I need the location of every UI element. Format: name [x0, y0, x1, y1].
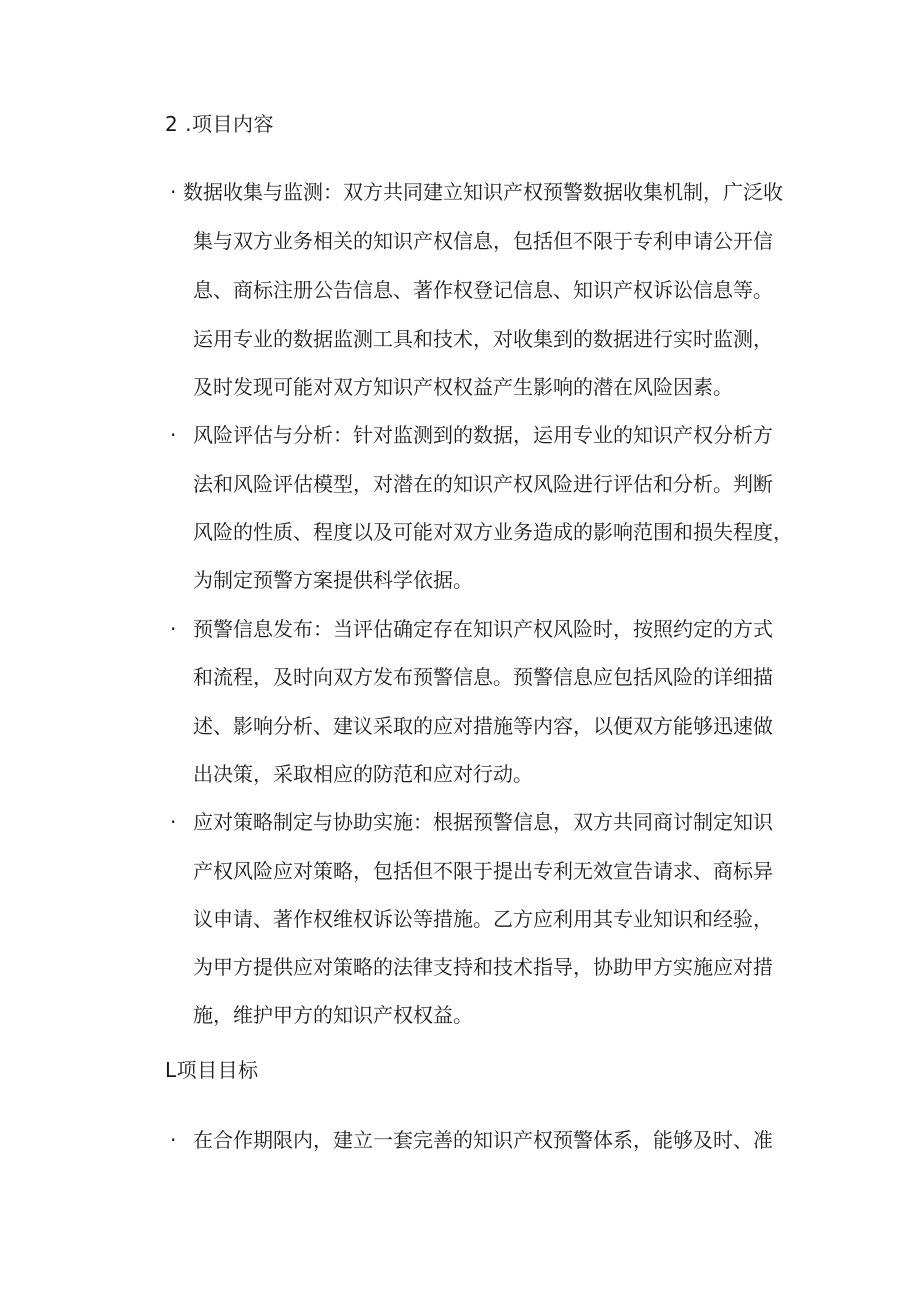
paragraph-line: 为制定预警方案提供科学依据。 — [193, 568, 473, 592]
paragraph-line: 预警信息发布：当评估确定存在知识产权风险时，按照约定的方式 — [193, 617, 773, 641]
paragraph-line: 数据收集与监测：双方共同建立知识产权预警数据收集机制，广泛收 — [183, 180, 783, 204]
paragraph-line: 集与双方业务相关的知识产权信息，包括但不限于专利申请公开信 — [193, 229, 773, 253]
section-heading-project-goals: L项目目标 — [165, 1058, 259, 1082]
paragraph-line: 及时发现可能对双方知识产权权益产生影响的潜在风险因素。 — [193, 375, 733, 399]
bullet-marker: · — [170, 180, 177, 204]
bullet-marker: · — [170, 1128, 177, 1152]
bullet-marker: · — [170, 617, 177, 641]
paragraph-line: 运用专业的数据监测工具和技术，对收集到的数据进行实时监测， — [193, 327, 773, 351]
paragraph-line: 议申请、著作权维权诉讼等措施。乙方应利用其专业知识和经验， — [193, 907, 773, 931]
paragraph-line: 息、商标注册公告信息、著作权登记信息、知识产权诉讼信息等。 — [193, 278, 773, 302]
paragraph-line: 风险的性质、程度以及可能对双方业务造成的影响范围和损失程度， — [193, 520, 793, 544]
bullet-marker: · — [170, 810, 177, 834]
paragraph-line: 为甲方提供应对策略的法律支持和技术指导，协助甲方实施应对措 — [193, 955, 773, 979]
paragraph-line: 和流程，及时向双方发布预警信息。预警信息应包括风险的详细描 — [193, 665, 773, 689]
paragraph-line: 产权风险应对策略，包括但不限于提出专利无效宣告请求、商标异 — [193, 859, 773, 883]
paragraph-line: 施，维护甲方的知识产权权益。 — [193, 1003, 473, 1027]
paragraph-line: 应对策略制定与协助实施：根据预警信息，双方共同商讨制定知识 — [193, 810, 773, 834]
paragraph-line: 法和风险评估模型，对潜在的知识产权风险进行评估和分析。判断 — [193, 472, 773, 496]
bullet-marker: · — [170, 423, 177, 447]
paragraph-line: 出决策，采取相应的防范和应对行动。 — [193, 762, 533, 786]
paragraph-line: 述、影响分析、建议采取的应对措施等内容，以便双方能够迅速做 — [193, 714, 773, 738]
paragraph-line: 风险评估与分析：针对监测到的数据，运用专业的知识产权分析方 — [193, 423, 773, 447]
paragraph-line: 在合作期限内，建立一套完善的知识产权预警体系，能够及时、准 — [193, 1128, 773, 1152]
section-heading-project-content: 2 .项目内容 — [165, 112, 274, 136]
